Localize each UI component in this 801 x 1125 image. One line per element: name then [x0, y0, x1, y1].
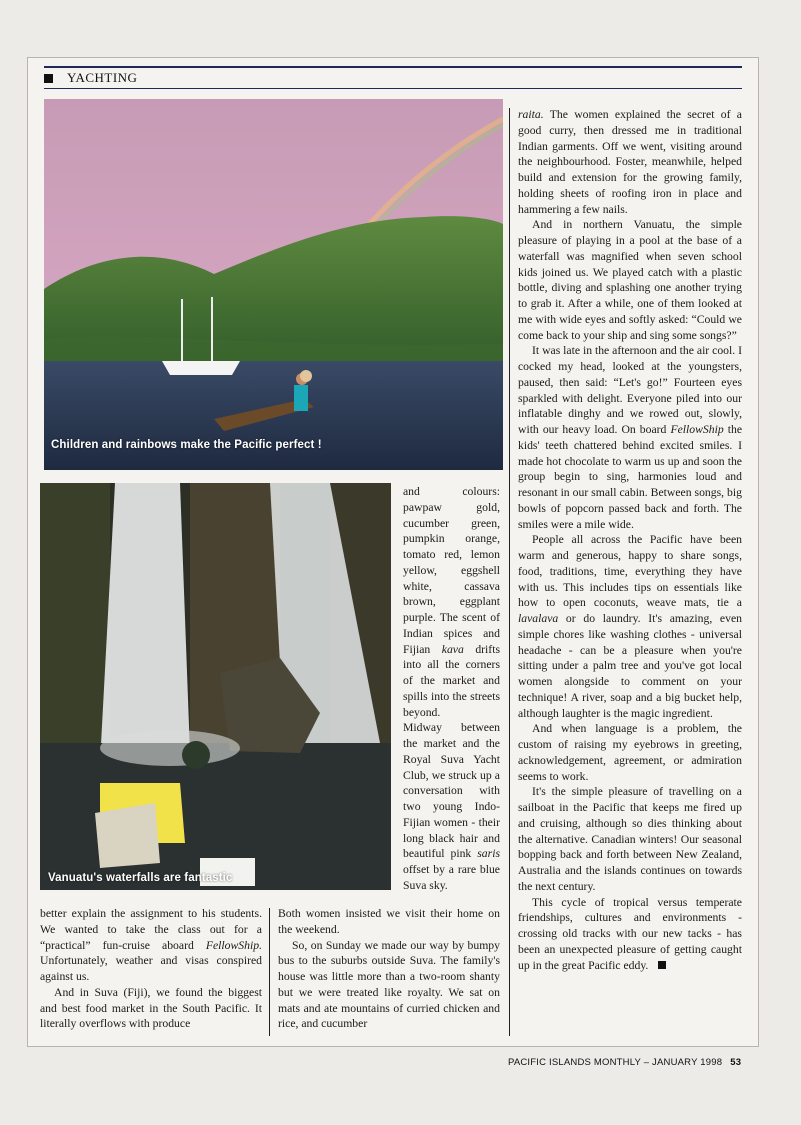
- column-divider: [269, 908, 270, 1036]
- text: better explain the assignment to his students. We wanted to take the class out for a “practical” fun-cruise aboard: [40, 907, 262, 952]
- emphasis: kava: [441, 642, 464, 656]
- emphasis: FellowShip.: [205, 938, 262, 952]
- paragraph: [518, 895, 742, 974]
- paragraph: And in northern Vanuatu, the simple pleasure of playing in a pool at the base of a waterfall was magnified when seven school kids joined us. We played catch with a plastic bottle, diving and splashing one another trying to grab it. After a while, one of them looked at me with wide eyes and softly asked: “Could we come back to your ship and sing some songs?”: [518, 218, 742, 342]
- text: the kids' teeth chattered behind excited smiles. I made hot chocolate to warm us up and soon the group begin to sing, harmonies loud and resonant in our small cabin. Between songs, big bowls of popcorn passed back and forth. The smiles were a mile wide.: [518, 423, 743, 531]
- section-label: YACHTING: [67, 70, 138, 85]
- header-rule: [44, 66, 742, 68]
- emphasis: lavalava: [518, 612, 559, 625]
- emphasis: raita.: [518, 108, 544, 121]
- emphasis: saris: [477, 847, 500, 861]
- right-column: [518, 107, 742, 973]
- text: offset by a rare blue Suva sky.: [403, 863, 500, 892]
- text: Unfortunately, weather and visas conspired against us.: [40, 954, 262, 983]
- text: drifts into all the corners of the market and spills into the streets beyond.: [403, 642, 500, 719]
- header-rule-lower: [44, 88, 742, 89]
- text: or do laundry. It's amazing, even simple chores like washing clothes - universal headache - can be a pleasure when you're sitting under a palm tree and you've got local women alongside to comment on your technique! A river, soap and a big bucket help, although laughter is the magic ingredient.: [518, 612, 742, 720]
- narrow-column: [403, 484, 500, 894]
- text: The women explained the secret of a good curry, then dressed me in traditional Indian garments. Off we went, visiting around the neighbourhood. Foster, meanwhile, helped build and extension for the growing family, holding sheets of roofing iron in place and hammering a few nails.: [518, 108, 742, 216]
- bottom-middle-column: [278, 906, 500, 1032]
- top-photo-caption: Children and rainbows make the Pacific perfect !: [51, 439, 322, 451]
- text: and colours: pawpaw gold, cucumber green, pumpkin orange, tomato red, lemon yellow, eggshell white, cassava brown, eggplant purple. The scent of Indian spices and Fijian: [403, 485, 500, 656]
- column-divider: [509, 108, 510, 1036]
- paragraph: And when language is a problem, the custom of raising my eyebrows in greeting, acknowledgement, agreement, or admiration seems to work.: [518, 722, 742, 783]
- publication-line: PACIFIC ISLANDS MONTHLY – JANUARY 1998: [508, 1057, 723, 1068]
- text: Midway between the market and the Royal Suva Yacht Club, we struck up a conversation with two young Indo-Fijian women - their long black hair and beautiful pink: [403, 721, 500, 861]
- bottom-left-column: [40, 906, 262, 1032]
- section-square-icon: [44, 74, 53, 83]
- paragraph: So, on Sunday we made our way by bumpy bus to the suburbs outside Suva. The family's house was little more than a two-room shanty but we were treated like royalty. We sat on mats and ate mountains of curried chicken and rice, and cucumber: [278, 938, 500, 1031]
- paragraph: It's the simple pleasure of travelling on a sailboat in the Pacific that keeps me fired up and cruising, although so dies thinking about the alternative. Canadian winters! Our seasonal bopping back and forth between New Zealand, Australia and the islands continues on towards the next century.: [518, 785, 742, 893]
- paragraph: [518, 107, 742, 217]
- page-number: 53: [730, 1057, 742, 1068]
- page-footer: [508, 1057, 741, 1068]
- text: This cycle of tropical versus temperate friendships, cultures and environments - crossing old tracks with our new tacks - has been an unexpected pleasure of getting caught up in the great Pacific eddy.: [518, 895, 742, 972]
- emphasis: FellowShip: [670, 423, 724, 436]
- paragraph: [518, 532, 742, 721]
- text: It was late in the afternoon and the air cool. I cocked my head, looked at the youngsters, paused, then said: “Let's go!” Fourteen eyes sparkled with delight. Everyone piled into our inflatable dinghy and we rowed out, slowly, with our heavy load. On board: [518, 344, 742, 436]
- end-mark-icon: [658, 961, 666, 969]
- section-header: [44, 70, 137, 86]
- paragraph: [518, 343, 742, 532]
- paragraph: [403, 720, 500, 893]
- paragraph: Both women insisted we visit their home on the weekend.: [278, 907, 500, 936]
- bottom-photo-caption: Vanuatu's waterfalls are fantastic: [48, 872, 233, 884]
- paragraph: [403, 484, 500, 720]
- text: People all across the Pacific have been warm and generous, happy to share songs, food, traditions, time, everything they have with us. This includes tips on essentials like how to open coconuts, weave mats, tie a: [518, 533, 742, 610]
- paragraph: And in Suva (Fiji), we found the biggest and best food market in the South Pacific. It literally overflows with produce: [40, 985, 262, 1031]
- waterfall-photo: [40, 483, 391, 890]
- paragraph: [40, 906, 262, 985]
- rainbow-photo: [44, 99, 503, 470]
